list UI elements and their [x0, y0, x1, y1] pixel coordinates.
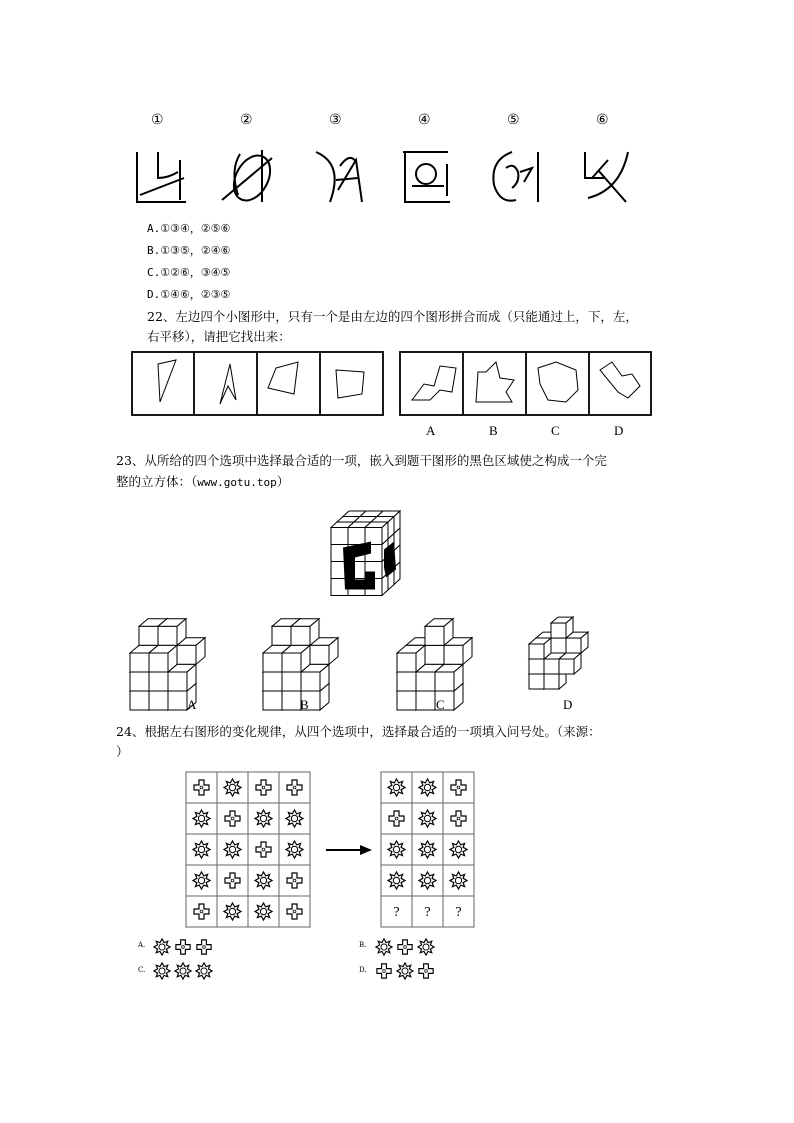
grid-cell [186, 803, 217, 834]
question-mark: ? [424, 905, 431, 920]
q24-text-line-2: ） [116, 744, 129, 759]
grid-cell [279, 896, 310, 927]
figure-number-6: ⑥ [596, 112, 609, 128]
grid-cell [279, 865, 310, 896]
grid-cell [248, 865, 279, 896]
grid-cell [186, 865, 217, 896]
grid-cell [248, 896, 279, 927]
grid-cell [412, 834, 443, 865]
sun-icon [196, 963, 212, 979]
grid-cell [217, 896, 248, 927]
q23-source-url: www.gotu.top [197, 476, 277, 489]
q21-option-b: B.①③⑤，②④⑥ [147, 244, 231, 257]
grid-cell [443, 865, 474, 896]
grid-cell [443, 772, 474, 803]
q24-option-label-c: C. [138, 966, 146, 974]
sun-icon [376, 939, 392, 955]
q24-left-grid [186, 772, 310, 927]
figure-number-1: ① [151, 112, 164, 128]
q23-option-label-a: A [187, 697, 197, 712]
grid-cell [217, 834, 248, 865]
q23-text-suffix: ） [276, 474, 290, 489]
grid-cell [248, 834, 279, 865]
figure-number-3: ③ [329, 112, 342, 128]
grid-cell [381, 834, 412, 865]
q23-option-label-d: D [563, 697, 573, 712]
grid-cell [381, 803, 412, 834]
grid-cell [412, 803, 443, 834]
q24-right-grid [381, 772, 474, 927]
figure-number-2: ② [240, 112, 253, 128]
grid-cell [186, 772, 217, 803]
cross-icon [197, 940, 211, 954]
q24-option-label-b: B. [359, 941, 367, 949]
q23-text-prefix: 整的立方体：（ [116, 474, 198, 489]
grid-cell [217, 865, 248, 896]
q24-option-c-symbols [154, 963, 212, 979]
grid-cell [248, 772, 279, 803]
q22-option-label-d: D [614, 423, 624, 438]
q24-option-a-symbols [154, 939, 211, 955]
q24-option-label-d: D. [359, 966, 367, 974]
grid-cell [412, 865, 443, 896]
figure-number-4: ④ [418, 112, 431, 128]
sun-icon [175, 963, 191, 979]
q24-arrow [326, 845, 372, 855]
q24-option-b-symbols [376, 939, 434, 955]
q24-options [154, 939, 434, 979]
q22-option-label-b: B [489, 423, 498, 438]
cross-icon [377, 964, 391, 978]
q21-option-c: C.①②⑥，③④⑤ [147, 266, 231, 279]
q24-option-d-symbols [377, 963, 433, 979]
q22-text-line-1: 22、左边四个小图形中，只有一个是由左边的四个图形拼合而成（只能通过上，下，左， [147, 309, 638, 324]
q22-option-label-c: C [551, 423, 560, 438]
q24-text-line-1: 24、根据左右图形的变化规律，从四个选项中，选择最合适的一项填入问号处。（来源： [116, 724, 601, 739]
sun-icon [154, 939, 170, 955]
question-mark: ? [393, 905, 400, 920]
cross-icon [398, 940, 412, 954]
grid-cell [217, 803, 248, 834]
grid-cell [279, 834, 310, 865]
grid-cell [217, 772, 248, 803]
q24-option-label-a: A. [138, 941, 146, 949]
sun-icon [154, 963, 170, 979]
q22-option-label-a: A [426, 423, 436, 438]
q21-option-a: A.①③④，②⑤⑥ [147, 222, 231, 235]
grid-cell [443, 803, 474, 834]
grid-cell [279, 772, 310, 803]
figure-number-5: ⑤ [507, 112, 520, 128]
q23-option-label-b: B [300, 697, 309, 712]
q21-option-d: D.①④⑥，②③⑤ [147, 288, 231, 301]
question-mark: ? [455, 905, 462, 920]
grid-cell [412, 772, 443, 803]
grid-cell [279, 803, 310, 834]
sun-icon [418, 939, 434, 955]
cross-icon [176, 940, 190, 954]
grid-cell [443, 834, 474, 865]
cross-icon [419, 964, 433, 978]
grid-cell [186, 834, 217, 865]
grid-cell [381, 865, 412, 896]
sun-icon [397, 963, 413, 979]
q23-option-label-c: C [436, 697, 445, 712]
grid-cell [186, 896, 217, 927]
q23-text-line-1: 23、从所给的四个选项中选择最合适的一项，嵌入到题干图形的黑色区域使之构成一个完 [116, 453, 607, 468]
grid-cell [248, 803, 279, 834]
q22-text-line-2: 右平移），请把它找出来： [147, 329, 291, 344]
grid-cell [381, 772, 412, 803]
